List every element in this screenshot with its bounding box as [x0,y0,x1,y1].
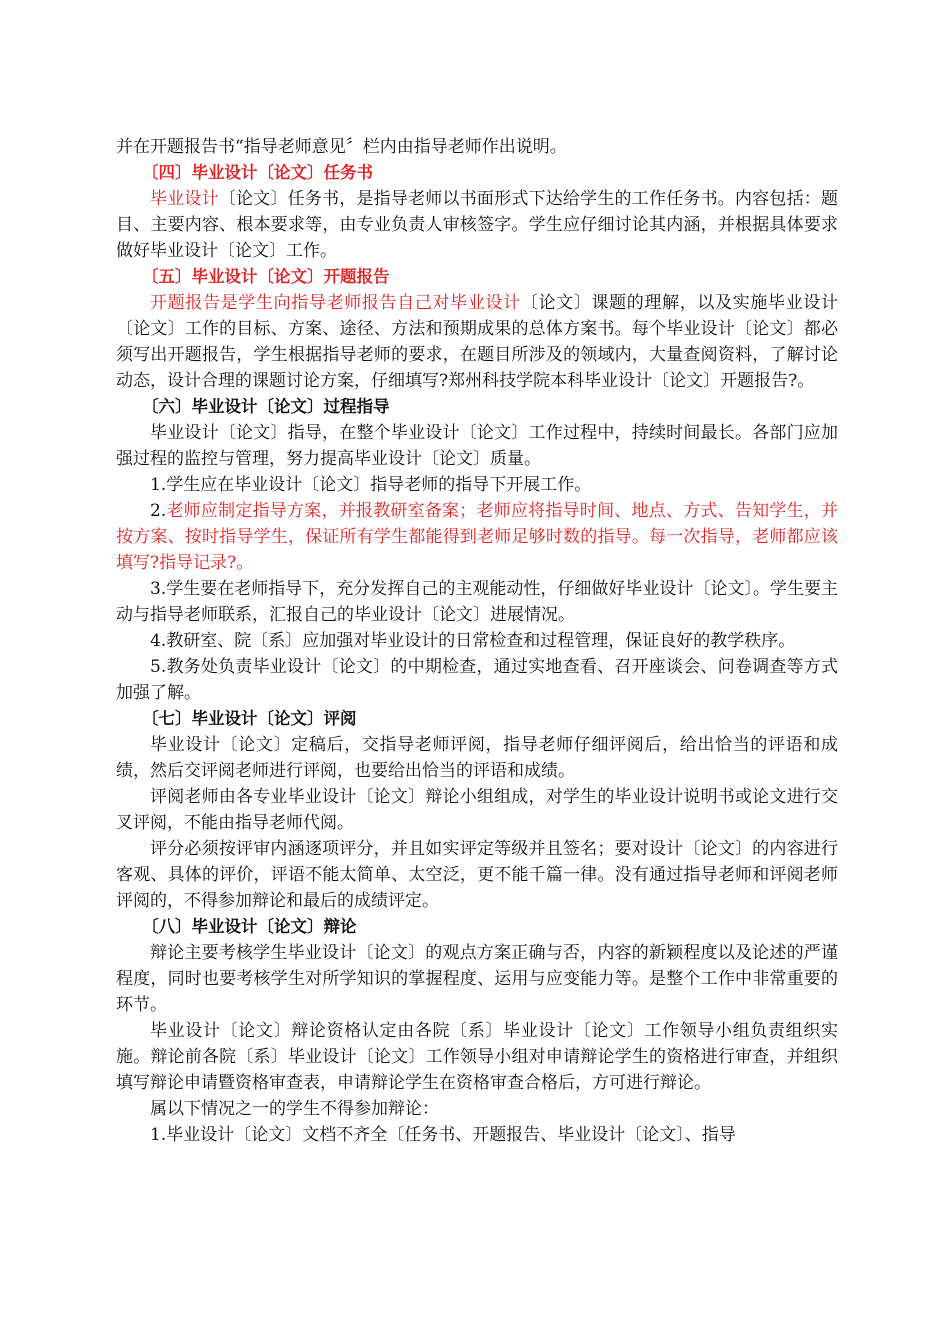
section-8-item-1: 1.毕业设计〔论文〕文档不齐全〔任务书、开题报告、毕业设计〔论文〕、指导 [150,1125,736,1145]
section-8-paragraph-3: 属以下情况之一的学生不得参加辩论： [150,1099,439,1119]
section-7-paragraph-3: 评分必须按评审内涵逐项评分，并且如实评定等级并且签名；要对设计〔论文〕的内容进行客观、具体的评价，评语不能太简单、太空泛，更不能千篇一律。没有通过指导老师和评阅老师评阅的，不得参加辩论和最后的成绩评定。 [116,839,838,911]
section-4-text: 〔论文〕任务书，是指导老师以书面形式下达给学生的工作任务书。内容包括：题目、主要内容、根本要求等，由专业负责人审核签字。学生应仔细讨论其内涵，并根据具体要求做好毕业设计〔论文〕工作。 [116,189,839,261]
section-6-item-2 [116,498,838,576]
section-6-item-3: 3.学生要在老师指导下，充分发挥自己的主观能动性，仔细做好毕业设计〔论文〕。学生要主动与指导老师联系，汇报自己的毕业设计〔论文〕进展情况。 [116,579,838,625]
section-8-paragraph-1: 辩论主要考核学生毕业设计〔论文〕的观点方案正确与否，内容的新颖程度以及论述的严谨程度，同时也要考核学生对所学知识的掌握程度、运用与应变能力等。是整个工作中非常重要的环节。 [116,943,838,1015]
section-5-text: 〔论文〕课题的理解，以及实施毕业设计〔论文〕工作的目标、方案、途径、方法和预期成果的总体方案书。每个毕业设计〔论文〕都必须写出开题报告，学生根据指导老师的要求，在题目所涉及的领域内，大量查阅资料，了解讨论动态，设计合理的课题讨论方案，仔细填写?郑州科技学院本科毕业设计〔论文〕开题报告?。 [116,293,839,391]
section-6-item-2-highlight: 老师应制定指导方案，并报教研室备案；老师应将指导时间、地点、方式、告知学生，并按方案、按时指导学生，保证所有学生都能得到老师足够时数的指导。每一次指导，老师都应该填写?指导记录?。 [116,501,838,573]
section-6-item-5: 5.教务处负责毕业设计〔论文〕的中期检查，通过实地查看、召开座谈会、问卷调查等方式加强了解。 [116,657,838,703]
section-4-highlight: 毕业设计 [150,189,219,209]
section-6-paragraph-1: 毕业设计〔论文〕指导，在整个毕业设计〔论文〕工作过程中，持续时间最长。各部门应加强过程的监控与管理，努力提高毕业设计〔论文〕质量。 [116,423,838,469]
section-6-item-1: 1.学生应在毕业设计〔论文〕指导老师的指导下开展工作。 [150,475,592,495]
section-5-paragraph [116,290,838,394]
section-5-heading: 〔五〕毕业设计〔论文〕开题报告 [142,267,390,286]
document-page [116,134,838,1148]
section-6-item-2-number: 2. [150,501,167,521]
section-6-heading: 〔六〕毕业设计〔论文〕过程指导 [142,397,390,416]
section-7-paragraph-1: 毕业设计〔论文〕定稿后，交指导老师评阅，指导老师仔细评阅后，给出恰当的评语和成绩，然后交评阅老师进行评阅，也要给出恰当的评语和成绩。 [116,735,838,781]
section-7-paragraph-2: 评阅老师由各专业毕业设计〔论文〕辩论小组组成，对学生的毕业设计说明书或论文进行交叉评阅，不能由指导老师代阅。 [116,787,838,833]
section-4-paragraph [116,186,838,264]
section-8-paragraph-2: 毕业设计〔论文〕辩论资格认定由各院〔系〕毕业设计〔论文〕工作领导小组负责组织实施。辩论前各院〔系〕毕业设计〔论文〕工作领导小组对申请辩论学生的资格进行审查，并组织填写辩论申请暨资格审查表，申请辩论学生在资格审查合格后，方可进行辩论。 [116,1021,838,1093]
section-8-heading: 〔八〕毕业设计〔论文〕辩论 [142,917,357,936]
section-7-heading: 〔七〕毕业设计〔论文〕评阅 [142,709,357,728]
section-5-highlight: 开题报告是学生向指导老师报告自己对毕业设计 [150,293,521,313]
section-4-heading: 〔四〕毕业设计〔论文〕任务书 [142,163,373,182]
section-6-item-4: 4.教研室、院〔系〕应加强对毕业设计的日常检查和过程管理，保证良好的教学秩序。 [150,631,796,651]
intro-paragraph: 并在开题报告书“指导老师意见〞栏内由指导老师作出说明。 [116,137,567,157]
